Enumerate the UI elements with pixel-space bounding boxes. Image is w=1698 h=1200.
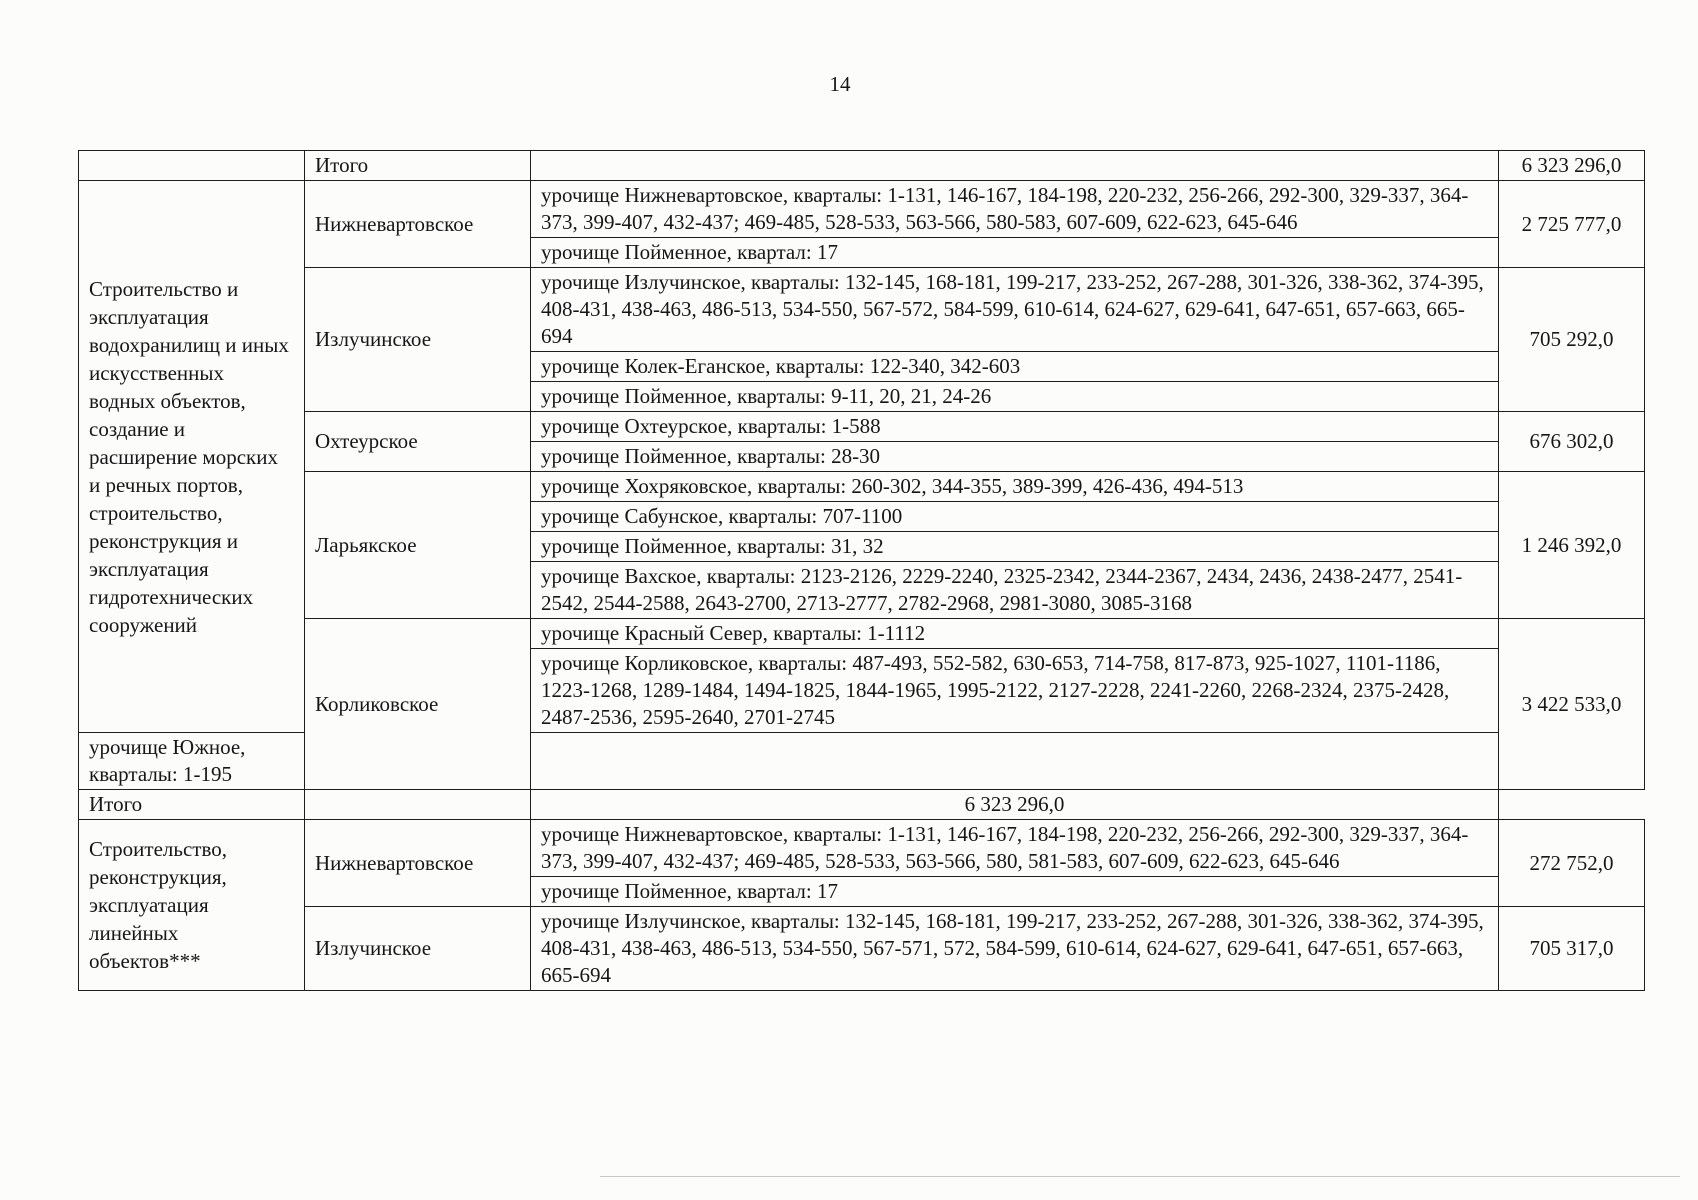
table-row xyxy=(79,472,1645,502)
area-cell: урочище Охтеурское, кварталы: 1-588 xyxy=(531,412,1499,442)
table-row xyxy=(79,907,1645,991)
area-cell: урочище Пойменное, квартал: 17 xyxy=(531,877,1499,907)
area-cell: урочище Пойменное, кварталы: 28-30 xyxy=(531,442,1499,472)
area-cell: урочище Пойменное, кварталы: 9-11, 20, 21, 24-26 xyxy=(531,382,1499,412)
value-cell: 705 317,0 xyxy=(1499,907,1645,991)
area-cell: урочище Вахское, кварталы: 2123-2126, 2229-2240, 2325-2342, 2344-2367, 2434, 2436, 2438-2477, 2541-2542, 2544-2588, 2643-2700, 2713-2777, 2782-2968, 2981-3080, 3085-3168 xyxy=(531,562,1499,619)
total-value: 6 323 296,0 xyxy=(1499,151,1645,181)
value-cell: 2 725 777,0 xyxy=(1499,181,1645,268)
activity-cell: Строительство и эксплуатация водохранилищ и иных искусственных водных объектов, создание и расширение морских и речных портов, строительство, реконструкция и эксплуатация гидротехнических сооружений xyxy=(79,181,305,733)
area-cell: урочище Излучинское, кварталы: 132-145, 168-181, 199-217, 233-252, 267-288, 301-326, 338-362, 374-395, 408-431, 438-463, 486-513, 534-550, 567-572, 584-599, 610-614, 624-627, 629-641, 647-651, 657-663, 665-694 xyxy=(531,268,1499,352)
area-cell: урочище Хохряковское, кварталы: 260-302, 344-355, 389-399, 426-436, 494-513 xyxy=(531,472,1499,502)
area-cell: урочище Пойменное, квартал: 17 xyxy=(531,238,1499,268)
allocation-table xyxy=(78,150,1645,991)
activity-cell: Строительство, реконструкция, эксплуатация линейных объектов*** xyxy=(79,820,305,991)
area-cell: урочище Нижневартовское, кварталы: 1-131, 146-167, 184-198, 220-232, 256-266, 292-300, 329-337, 364-373, 399-407, 432-437; 469-485, 528-533, 563-566, 580-583, 607-609, 622-623, 645-646 xyxy=(531,181,1499,238)
district-cell: Охтеурское xyxy=(305,412,531,472)
area-cell: урочище Южное, кварталы: 1-195 xyxy=(79,733,305,790)
district-cell: Излучинское xyxy=(305,268,531,412)
table-row xyxy=(79,412,1645,442)
value-cell: 3 422 533,0 xyxy=(1499,619,1645,790)
area-cell: урочище Излучинское, кварталы: 132-145, 168-181, 199-217, 233-252, 267-288, 301-326, 338-362, 374-395, 408-431, 438-463, 486-513, 534-550, 567-571, 572, 584-599, 610-614, 624-627, 629-641, 647-651, 657-663, 665-694 xyxy=(531,907,1499,991)
district-cell: Ларьякское xyxy=(305,472,531,619)
total-value: 6 323 296,0 xyxy=(531,790,1499,820)
area-cell: урочище Красный Север, кварталы: 1-1112 xyxy=(531,619,1499,649)
value-cell: 705 292,0 xyxy=(1499,268,1645,412)
total-row xyxy=(79,790,1645,820)
district-cell: Излучинское xyxy=(305,907,531,991)
area-cell: урочище Пойменное, кварталы: 31, 32 xyxy=(531,532,1499,562)
table-row xyxy=(79,268,1645,352)
value-cell: 272 752,0 xyxy=(1499,820,1645,907)
value-cell: 1 246 392,0 xyxy=(1499,472,1645,619)
area-cell: урочище Сабунское, кварталы: 707-1100 xyxy=(531,502,1499,532)
empty-cell xyxy=(305,790,531,820)
area-cell: урочище Колек-Еганское, кварталы: 122-340, 342-603 xyxy=(531,352,1499,382)
area-cell: урочище Корликовское, кварталы: 487-493, 552-582, 630-653, 714-758, 817-873, 925-1027, 1101-1186, 1223-1268, 1289-1484, 1494-1825, 1844-1965, 1995-2122, 2127-2228, 2241-2260, 2268-2324, 2375-2428, 2487-2536, 2595-2640, 2701-2745 xyxy=(531,649,1499,733)
total-row xyxy=(79,151,1645,181)
total-label: Итого xyxy=(79,790,305,820)
page-number: 14 xyxy=(829,72,851,96)
empty-cell xyxy=(531,151,1499,181)
district-cell: Корликовское xyxy=(305,619,531,790)
table-row xyxy=(79,181,1645,238)
value-cell: 676 302,0 xyxy=(1499,412,1645,472)
total-label: Итого xyxy=(305,151,531,181)
district-cell: Нижневартовское xyxy=(305,181,531,268)
district-cell: Нижневартовское xyxy=(305,820,531,907)
area-cell: урочище Нижневартовское, кварталы: 1-131, 146-167, 184-198, 220-232, 256-266, 292-300, 329-337, 364-373, 399-407, 432-437; 469-485, 528-533, 563-566, 580, 581-583, 607-609, 622-623, 645-646 xyxy=(531,820,1499,877)
empty-cell xyxy=(79,151,305,181)
scan-artifact-line xyxy=(600,1176,1680,1177)
table-row xyxy=(79,820,1645,877)
table-row xyxy=(79,619,1645,649)
